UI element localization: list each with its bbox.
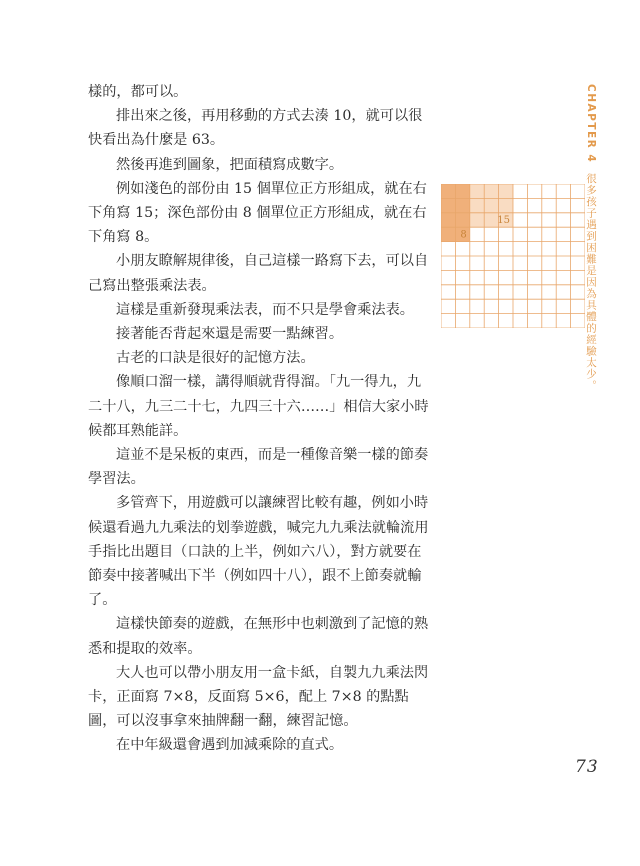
chapter-label: CHAPTER 4 (585, 84, 597, 164)
dark-region-label: 8 (460, 229, 467, 241)
grid-diagram (441, 184, 585, 328)
paragraph: 小朋友瞭解規律後，自己這樣一路寫下去，可以自己寫出整張乘法表。 (88, 253, 429, 294)
paragraph: 例如淺色的部份由 15 個單位正方形組成，就在右下角寫 15；深色部份由 8 個單位正方形組成，就在右下角寫 8。 (88, 180, 427, 246)
paragraph: 在中年級還會遇到加減乘除的直式。 (116, 737, 344, 754)
paragraph: 然後再進到圖象，把面積寫成數字。 (116, 156, 344, 173)
chapter-side-tab (584, 84, 599, 392)
paragraph: 樣的，都可以。 (88, 84, 188, 100)
paragraph: 這樣快節奏的遊戲，在無形中也刺激到了記憶的熟悉和提取的效率。 (88, 616, 429, 657)
paragraph: 這樣是重新發現乘法表，而不只是學會乘法表。 (116, 301, 414, 318)
page-number: 73 (575, 757, 599, 777)
light-region-label: 15 (497, 215, 510, 227)
multiplication-area-diagram (441, 184, 585, 328)
paragraph: 像順口溜一樣，講得順就背得溜。「九一得九，九二十八，九三二十七，九四三十六……」相信大家小時候都耳熟能詳。 (88, 374, 429, 439)
paragraph: 這並不是呆板的東西，而是一種像音樂一樣的節奏學習法。 (88, 447, 429, 488)
paragraph: 大人也可以帶小朋友用一盒卡紙，自製九九乘法閃卡，正面寫 7×8，反面寫 5×6，配上 7×8 的點點圖，可以沒事拿來抽牌翻一翻，練習記憶。 (88, 664, 429, 730)
paragraph: 多管齊下，用遊戲可以讓練習比較有趣，例如小時候還看過九九乘法的划拳遊戲，喊完九九乘法就輪流用手指比出題目（口訣的上半，例如六八），對方就要在節奏中接著喊出下半（例如四十八），跟不上節奏就輸了。 (88, 495, 429, 609)
chapter-subtitle: 很多孩子遇到困難是因為具體的經驗太少。 (585, 173, 597, 392)
paragraph: 接著能否背起來還是需要一點練習。 (116, 326, 344, 343)
paragraph: 排出來之後，再用移動的方式去湊 10，就可以很快看出為什麼是 63。 (88, 108, 423, 149)
paragraph: 古老的口訣是很好的記憶方法。 (116, 350, 315, 367)
body-text (88, 80, 433, 758)
